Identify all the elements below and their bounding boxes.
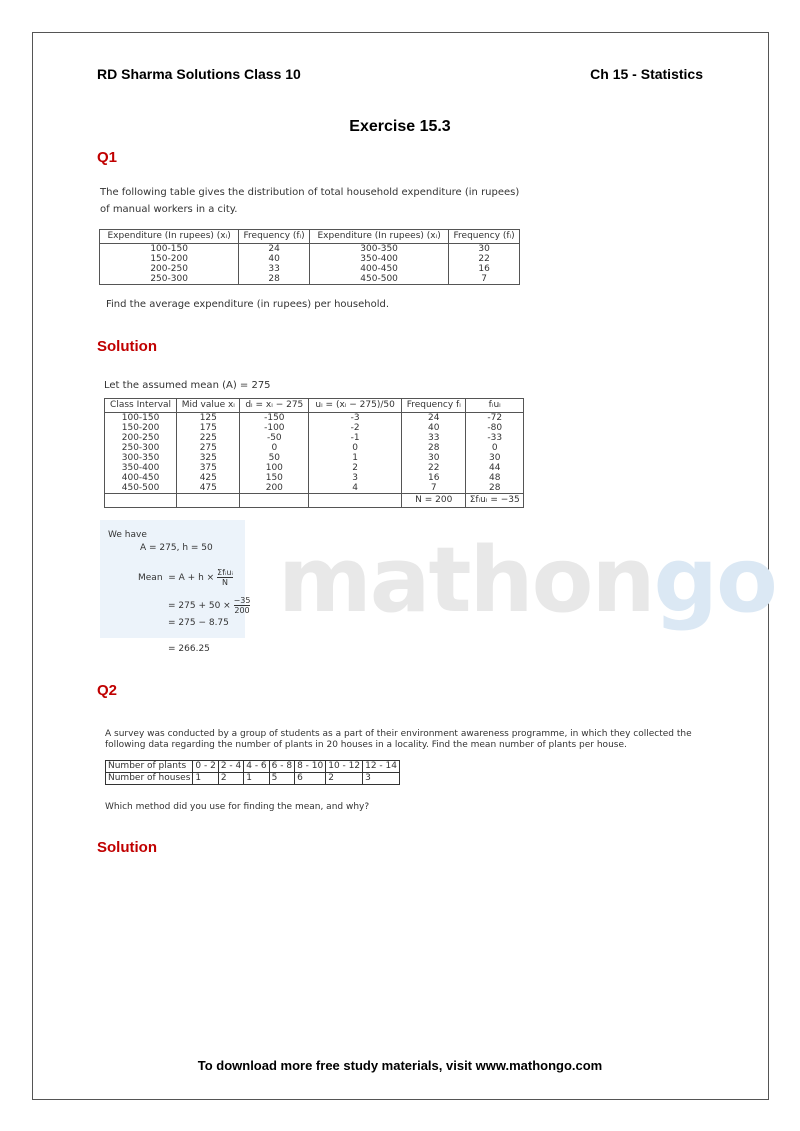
q1-question: Find the average expenditure (in rupees) per household. bbox=[106, 299, 390, 310]
table-row bbox=[106, 761, 400, 773]
table-cell: 2 - 4 bbox=[218, 761, 243, 773]
q2-text-2: following data regarding the number of plants in 20 houses in a locality. Find the mean number of plants per house. bbox=[105, 740, 627, 750]
table-cell: 28 bbox=[466, 483, 524, 494]
table-cell: 450-500 bbox=[105, 483, 177, 494]
table-cell: 225 bbox=[177, 433, 240, 443]
table-cell: -3 bbox=[309, 413, 402, 424]
table-cell: 7 bbox=[402, 483, 466, 494]
table-cell: 0 bbox=[309, 443, 402, 453]
watermark: mathongo bbox=[278, 528, 776, 633]
table-cell: 4 - 6 bbox=[244, 761, 269, 773]
table-cell: 16 bbox=[402, 473, 466, 483]
table-row bbox=[100, 244, 520, 255]
table-cell: 250-300 bbox=[100, 274, 239, 285]
table-cell: 150-200 bbox=[105, 423, 177, 433]
header-chapter: Ch 15 - Statistics bbox=[590, 66, 703, 82]
table-cell: 1 bbox=[193, 773, 218, 785]
table-cell: 12 - 14 bbox=[363, 761, 400, 773]
table-cell: 150-200 bbox=[100, 254, 239, 264]
total-fu: Σfᵢuᵢ = −35 bbox=[466, 494, 524, 508]
table-cell: -100 bbox=[240, 423, 309, 433]
table-cell: 22 bbox=[402, 463, 466, 473]
mean-result: = 266.25 bbox=[168, 644, 210, 654]
table-row bbox=[105, 483, 524, 494]
table-cell: 350-400 bbox=[105, 463, 177, 473]
table-row bbox=[105, 433, 524, 443]
table-cell: 0 bbox=[466, 443, 524, 453]
table-cell: -33 bbox=[466, 433, 524, 443]
table-cell: 3 bbox=[309, 473, 402, 483]
table-cell: 325 bbox=[177, 453, 240, 463]
q1-header: Expenditure (In rupees) (xᵢ) bbox=[100, 230, 239, 244]
table-cell: 350-400 bbox=[309, 254, 448, 264]
table-cell: 2 bbox=[218, 773, 243, 785]
page-title: Exercise 15.3 bbox=[349, 118, 451, 135]
table-cell: -2 bbox=[309, 423, 402, 433]
table-cell: 48 bbox=[466, 473, 524, 483]
table-cell: 4 bbox=[309, 483, 402, 494]
header-book-title: RD Sharma Solutions Class 10 bbox=[97, 66, 301, 82]
table-cell: 1 bbox=[244, 773, 269, 785]
table-row bbox=[106, 773, 400, 785]
table-cell: 375 bbox=[177, 463, 240, 473]
table-row bbox=[105, 473, 524, 483]
table-cell: -50 bbox=[240, 433, 309, 443]
q1-table bbox=[99, 229, 520, 285]
table-cell: 30 bbox=[402, 453, 466, 463]
table-cell: 40 bbox=[239, 254, 310, 264]
table-cell: 30 bbox=[449, 244, 520, 255]
table-cell: 450-500 bbox=[309, 274, 448, 285]
table-cell: -80 bbox=[466, 423, 524, 433]
table-cell: 24 bbox=[239, 244, 310, 255]
table-cell: -1 bbox=[309, 433, 402, 443]
mean-step-1: = 275 + 50 × $\frac{-35}{200}$ bbox=[168, 596, 251, 615]
table-cell: Number of plants bbox=[106, 761, 193, 773]
table-cell: 150 bbox=[240, 473, 309, 483]
q1-header: Frequency (fᵢ) bbox=[239, 230, 310, 244]
table-cell: 5 bbox=[269, 773, 294, 785]
table-cell: 8 - 10 bbox=[295, 761, 326, 773]
table-cell: 16 bbox=[449, 264, 520, 274]
table-row bbox=[105, 463, 524, 473]
table-cell: 50 bbox=[240, 453, 309, 463]
footer-text: To download more free study materials, visit www.mathongo.com bbox=[197, 1058, 603, 1073]
table-cell: 125 bbox=[177, 413, 240, 424]
table-cell: 10 - 12 bbox=[326, 761, 363, 773]
table-row bbox=[105, 423, 524, 433]
sol-header: Class Interval bbox=[105, 399, 177, 413]
mean-formula: Mean = A + h × $\frac{\text{Σfᵢuᵢ}}{N}$ bbox=[138, 568, 233, 587]
table-row bbox=[105, 413, 524, 424]
total-n: N = 200 bbox=[402, 494, 466, 508]
table-cell: 1 bbox=[309, 453, 402, 463]
table-cell: Number of houses bbox=[106, 773, 193, 785]
table-cell: 33 bbox=[402, 433, 466, 443]
table-cell: 250-300 bbox=[105, 443, 177, 453]
q1-header: Expenditure (In rupees) (xᵢ) bbox=[309, 230, 448, 244]
sol-header: dᵢ = xᵢ − 275 bbox=[240, 399, 309, 413]
table-cell: 425 bbox=[177, 473, 240, 483]
table-row bbox=[100, 274, 520, 285]
table-cell: 100-150 bbox=[100, 244, 239, 255]
table-cell: 0 - 2 bbox=[193, 761, 218, 773]
table-row bbox=[100, 254, 520, 264]
table-cell: 275 bbox=[177, 443, 240, 453]
table-cell: 400-450 bbox=[105, 473, 177, 483]
table-cell: 0 bbox=[240, 443, 309, 453]
table-cell: 30 bbox=[466, 453, 524, 463]
table-cell: 24 bbox=[402, 413, 466, 424]
table-cell: 2 bbox=[326, 773, 363, 785]
table-row bbox=[105, 443, 524, 453]
q2-table bbox=[105, 760, 400, 785]
table-cell: 28 bbox=[402, 443, 466, 453]
table-cell: -72 bbox=[466, 413, 524, 424]
solution-1-label: Solution bbox=[97, 338, 157, 355]
table-cell: 175 bbox=[177, 423, 240, 433]
we-have: We have bbox=[108, 530, 147, 540]
solution-2-label: Solution bbox=[97, 839, 157, 856]
q1-label: Q1 bbox=[97, 149, 118, 166]
table-cell: 100 bbox=[240, 463, 309, 473]
q2-question: Which method did you use for finding the mean, and why? bbox=[105, 802, 370, 812]
table-cell: 200-250 bbox=[100, 264, 239, 274]
given-values: A = 275, h = 50 bbox=[140, 543, 213, 553]
sol-header: uᵢ = (xᵢ − 275)/50 bbox=[309, 399, 402, 413]
table-cell: 300-350 bbox=[309, 244, 448, 255]
sol-header: fᵢuᵢ bbox=[466, 399, 524, 413]
q1-text-2: of manual workers in a city. bbox=[100, 204, 238, 215]
table-cell: 300-350 bbox=[105, 453, 177, 463]
table-cell: 28 bbox=[239, 274, 310, 285]
table-cell: 6 bbox=[295, 773, 326, 785]
table-cell: 44 bbox=[466, 463, 524, 473]
table-cell: 40 bbox=[402, 423, 466, 433]
q2-label: Q2 bbox=[97, 682, 118, 699]
table-cell: 200-250 bbox=[105, 433, 177, 443]
assumed-mean-text: Let the assumed mean (A) = 275 bbox=[104, 380, 271, 391]
sol-header: Mid value xᵢ bbox=[177, 399, 240, 413]
sol-header: Frequency fᵢ bbox=[402, 399, 466, 413]
table-cell: 33 bbox=[239, 264, 310, 274]
q1-text-1: The following table gives the distribution of total household expenditure (in rupees) bbox=[100, 187, 520, 198]
mean-step-2: = 275 − 8.75 bbox=[168, 618, 229, 628]
q2-text-1: A survey was conducted by a group of students as a part of their environment awareness programme, in which they collected the bbox=[105, 729, 692, 739]
table-cell: -150 bbox=[240, 413, 309, 424]
table-cell: 400-450 bbox=[309, 264, 448, 274]
table-cell: 3 bbox=[363, 773, 400, 785]
table-cell: 475 bbox=[177, 483, 240, 494]
table-row bbox=[105, 453, 524, 463]
table-cell: 100-150 bbox=[105, 413, 177, 424]
table-cell: 6 - 8 bbox=[269, 761, 294, 773]
table-cell: 2 bbox=[309, 463, 402, 473]
q1-header: Frequency (fᵢ) bbox=[449, 230, 520, 244]
table-cell: 22 bbox=[449, 254, 520, 264]
table-cell: 7 bbox=[449, 274, 520, 285]
table-cell: 200 bbox=[240, 483, 309, 494]
table-row bbox=[100, 264, 520, 274]
solution-table bbox=[104, 398, 524, 508]
